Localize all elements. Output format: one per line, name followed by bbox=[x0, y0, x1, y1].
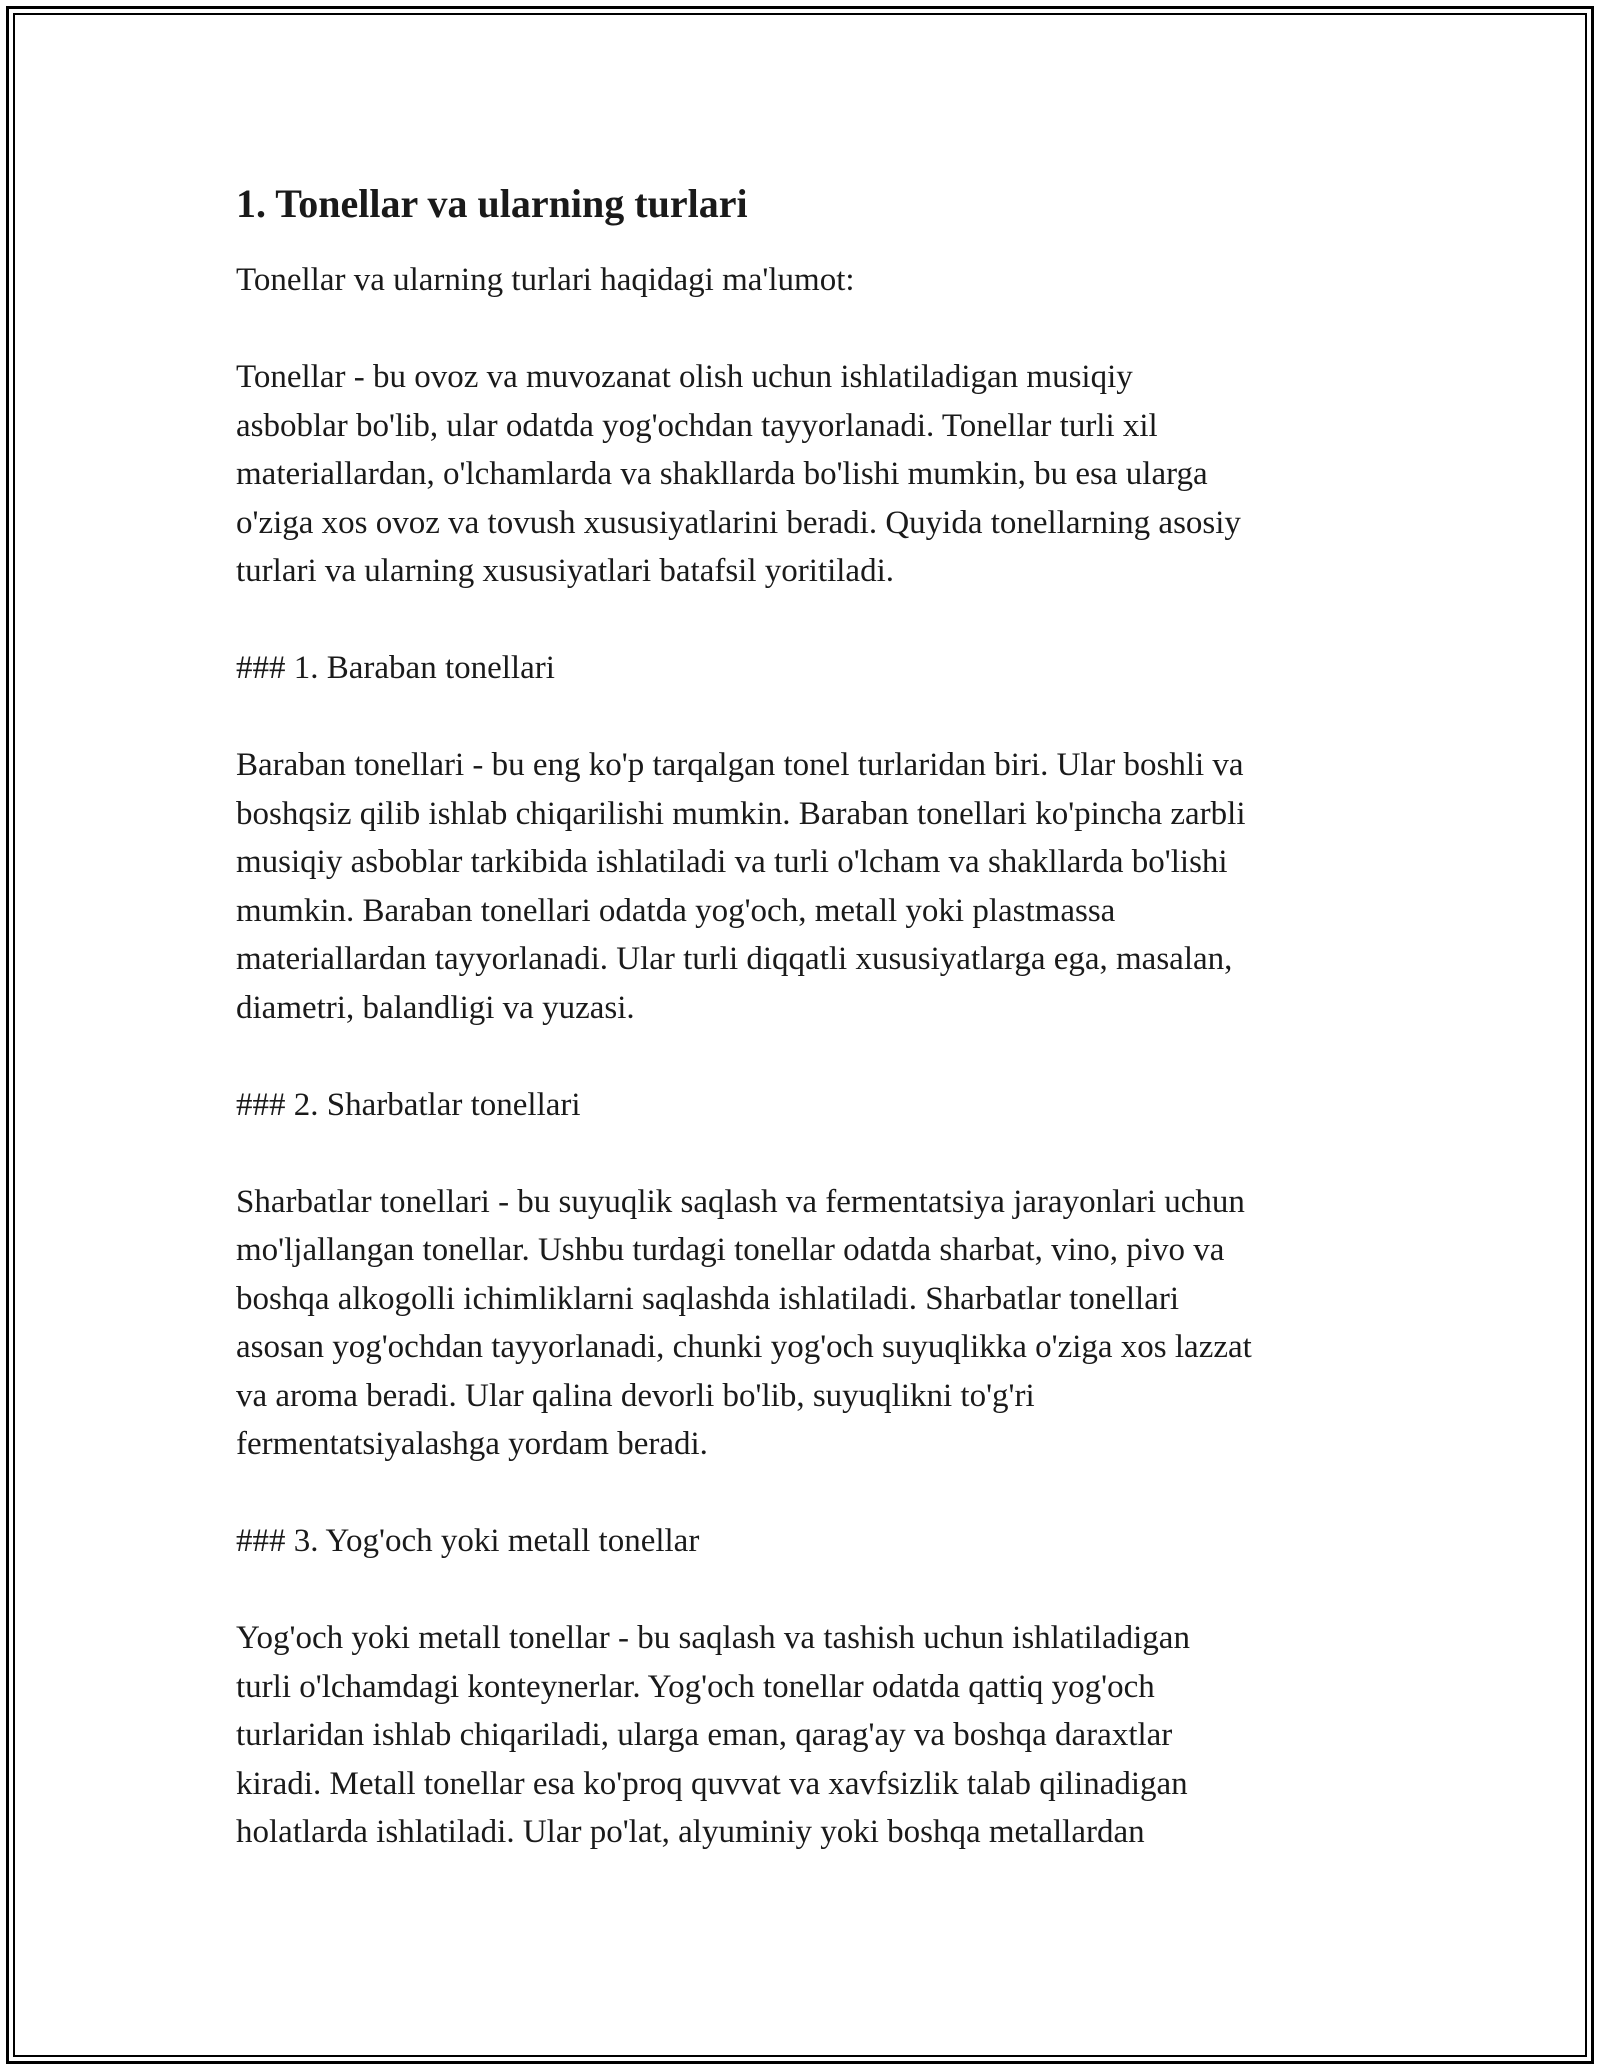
intro-paragraph: Tonellar - bu ovoz va muvozanat olish uchun ishlatiladigan musiqiy asboblar bo'lib, ular odatda yog'ochdan tayyorlanadi. Tonellar turli xil materiallardan, o'lchamlarda va shakllarda bo'lishi mumkin, bu esa ularga o'ziga xos ovoz va tovush xususiyatlarini beradi. Quyida tonellarning asosiy turlari va ularning xususiyatlari batafsil yoritiladi. bbox=[236, 359, 1241, 589]
section-paragraph-yogoch-metall: Yog'och yoki metall tonellar - bu saqlash va tashish uchun ishlatiladigan turli o'lchamdagi konteynerlar. Yog'och tonellar odatda qattiq yog'och turlaridan ishlab chiqariladi, ularga eman, qarag'ay va boshqa daraxtlar kiradi. Metall tonellar esa ko'proq quvvat va xavfsizlik talab qilinadigan holatlarda ishlatiladi. Ular po'lat, alyuminiy yoki boshqa metallardan bbox=[236, 1620, 1190, 1850]
section-heading-baraban: ### 1. Baraban tonellari bbox=[236, 650, 555, 686]
document-page bbox=[236, 180, 1386, 1905]
section-heading-sharbatlar: ### 2. Sharbatlar tonellari bbox=[236, 1086, 581, 1123]
intro-line: Tonellar va ularning turlari haqidagi ma'lumot: bbox=[236, 262, 855, 298]
section-paragraph-sharbatlar: Sharbatlar tonellari - bu suyuqlik saqlash va fermentatsiya jarayonlari uchun mo'ljallangan tonellar. Ushbu turdagi tonellar odatda sharbat, vino, pivo va boshqa alkogolli ichimliklarni saqlashda ishlatiladi. Sharbatlar tonellari asosan yog'ochdan tayyorlanadi, chunki yog'och suyuqlikka o'ziga xos lazzat va aroma beradi. Ular qalina devorli bo'lib, suyuqlikni to'g'ri fermentatsiyalashga yordam beradi. bbox=[236, 1183, 1252, 1462]
document-title: 1. Tonellar va ularning turlari bbox=[236, 181, 748, 226]
section-paragraph-baraban: Baraban tonellari - bu eng ko'p tarqalgan tonel turlaridan biri. Ular boshli va boshqsiz qilib ishlab chiqarilishi mumkin. Baraban tonellari ko'pincha zarbli musiqiy asboblar tarkibida ishlatiladi va turli o'lcham va shakllarda bo'lishi mumkin. Baraban tonellari odatda yog'och, metall yoki plastmassa materiallardan tayyorlanadi. Ular turli diqqatli xususiyatlarga ega, masalan, diametri, balandligi va yuzasi. bbox=[236, 747, 1246, 1026]
section-heading-yogoch-metall: ### 3. Yog'och yoki metall tonellar bbox=[236, 1523, 700, 1559]
